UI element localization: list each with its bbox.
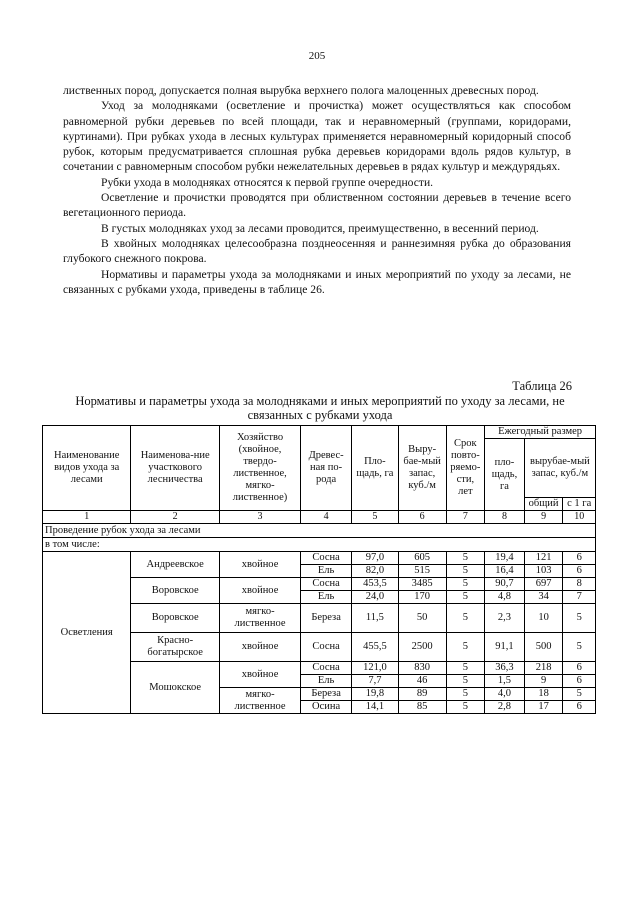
section-title: Проведение рубок ухода за лесами — [43, 524, 596, 538]
per-ha-cell: 8 — [563, 578, 596, 591]
forestry-cell: Воровское — [131, 578, 219, 604]
farm-cell: хвойное — [219, 552, 300, 578]
header-stock: Выру-бае-мый запас, куб./м — [398, 426, 446, 511]
col-number: 3 — [219, 511, 300, 524]
period-cell: 5 — [446, 662, 485, 675]
area-cell: 121,0 — [352, 662, 399, 675]
page-number: 205 — [308, 50, 326, 62]
per-ha-cell: 6 — [563, 552, 596, 565]
header-forestry: Наименова-ние участкового лесничества — [131, 426, 219, 511]
annual-stock-cell: 34 — [524, 591, 563, 604]
table-label: Таблица 26 — [512, 379, 572, 393]
stock-cell: 50 — [398, 604, 446, 633]
annual-stock-cell: 18 — [524, 688, 563, 701]
subsection-title: в том числе: — [43, 538, 596, 552]
area-cell: 97,0 — [352, 552, 399, 565]
annual-area-cell: 16,4 — [485, 565, 525, 578]
species-cell: Осина — [301, 701, 352, 714]
species-cell: Ель — [301, 565, 352, 578]
species-cell: Береза — [301, 604, 352, 633]
area-cell: 455,5 — [352, 633, 399, 662]
farm-cell: хвойное — [219, 662, 300, 688]
forestry-cell: Красно-богатырское — [131, 633, 219, 662]
paragraph: Осветление и прочистки проводятся при облиственном состоянии деревьев в течение всего вегетационного периода. — [63, 191, 571, 220]
col-number: 6 — [398, 511, 446, 524]
header-annual-stock: вырубае-мый запас, куб./м — [524, 439, 595, 498]
annual-stock-cell: 9 — [524, 675, 563, 688]
per-ha-cell: 6 — [563, 675, 596, 688]
header-per-ha: с 1 га — [563, 498, 596, 511]
forestry-cell: Воровское — [131, 604, 219, 633]
paragraph: Рубки ухода в молодняках относятся к первой группе очередности. — [101, 175, 434, 189]
period-cell: 5 — [446, 591, 485, 604]
farm-cell: хвойное — [219, 633, 300, 662]
period-cell: 5 — [446, 633, 485, 662]
col-number: 8 — [485, 511, 525, 524]
table-title: Нормативы и параметры ухода за молодняками и иных мероприятий по уходу за лесами, не связанных с рубками ухода — [75, 394, 565, 422]
stock-cell: 3485 — [398, 578, 446, 591]
stock-cell: 46 — [398, 675, 446, 688]
area-cell: 11,5 — [352, 604, 399, 633]
farm-cell: мягко-лиственное — [219, 604, 300, 633]
subsection-row — [43, 538, 596, 552]
body-text — [63, 83, 571, 297]
species-cell: Сосна — [301, 662, 352, 675]
per-ha-cell: 6 — [563, 662, 596, 675]
area-cell: 19,8 — [352, 688, 399, 701]
period-cell: 5 — [446, 604, 485, 633]
per-ha-cell: 6 — [563, 701, 596, 714]
species-cell: Ель — [301, 591, 352, 604]
annual-area-cell: 4,0 — [485, 688, 525, 701]
header-species: Древес-ная по-рода — [301, 426, 352, 511]
period-cell: 5 — [446, 565, 485, 578]
care-type-cell: Осветления — [43, 552, 131, 714]
col-number: 7 — [446, 511, 485, 524]
annual-stock-cell: 103 — [524, 565, 563, 578]
period-cell: 5 — [446, 688, 485, 701]
col-number: 1 — [43, 511, 131, 524]
col-number: 2 — [131, 511, 219, 524]
stock-cell: 515 — [398, 565, 446, 578]
annual-stock-cell: 697 — [524, 578, 563, 591]
annual-stock-cell: 500 — [524, 633, 563, 662]
species-cell: Береза — [301, 688, 352, 701]
period-cell: 5 — [446, 701, 485, 714]
annual-stock-cell: 10 — [524, 604, 563, 633]
norms-table — [42, 425, 596, 714]
per-ha-cell: 5 — [563, 633, 596, 662]
period-cell: 5 — [446, 675, 485, 688]
stock-cell: 170 — [398, 591, 446, 604]
forestry-cell: Мошокское — [131, 662, 219, 714]
header-total: общий — [524, 498, 563, 511]
per-ha-cell: 6 — [563, 565, 596, 578]
annual-area-cell: 19,4 — [485, 552, 525, 565]
annual-area-cell: 4,8 — [485, 591, 525, 604]
area-cell: 14,1 — [352, 701, 399, 714]
period-cell: 5 — [446, 578, 485, 591]
col-number: 10 — [563, 511, 596, 524]
annual-stock-cell: 218 — [524, 662, 563, 675]
area-cell: 453,5 — [352, 578, 399, 591]
period-cell: 5 — [446, 552, 485, 565]
per-ha-cell: 5 — [563, 604, 596, 633]
paragraph: В хвойных молодняках целесообразна позднеосенняя и раннезимняя рубка до образования глубокого снежного покрова. — [63, 236, 571, 266]
annual-stock-cell: 121 — [524, 552, 563, 565]
species-cell: Сосна — [301, 578, 352, 591]
paragraph: Нормативы и параметры ухода за молодняками и иных мероприятий по уходу за лесами, не связанных с рубками ухода, приведены в таблице 26. — [63, 267, 571, 296]
header-period: Срок повто-ряемо-сти, лет — [446, 426, 485, 511]
col-number: 9 — [524, 511, 563, 524]
annual-area-cell: 1,5 — [485, 675, 525, 688]
paragraph: Уход за молодняками (осветление и прочистка) может осуществляться как способом равномерной рубки деревьев по всей площади, так и неравномерный (группами, коридорами, куртинами). При рубках ухода в лесных культурах применяется неравномерный коридорный способ рубок, которым предусматривается сплошная рубка деревьев коридорами вдоль рядов культур, в сочетании с равномерным способом рубки нежелательных деревьев в рядах культур и междурядьях. — [63, 99, 571, 174]
col-number: 4 — [301, 511, 352, 524]
header-row — [43, 426, 596, 439]
annual-area-cell: 2,3 — [485, 604, 525, 633]
header-annual: Ежегодный размер — [485, 426, 596, 439]
forestry-cell: Андреевское — [131, 552, 219, 578]
annual-area-cell: 36,3 — [485, 662, 525, 675]
farm-cell: хвойное — [219, 578, 300, 604]
area-cell: 24,0 — [352, 591, 399, 604]
header-area: Пло-щадь, га — [352, 426, 399, 511]
header-annual-area: пло-щадь, га — [485, 439, 525, 511]
paragraph: лиственных пород, допускается полная вырубка верхнего полога малоценных древесных пород. — [63, 84, 539, 97]
stock-cell: 89 — [398, 688, 446, 701]
species-cell: Ель — [301, 675, 352, 688]
farm-cell: мягко-лиственное — [219, 688, 300, 714]
stock-cell: 85 — [398, 701, 446, 714]
header-farm: Хозяйство (хвойное, твердо-лиственное, мягко-лиственное) — [219, 426, 300, 511]
stock-cell: 830 — [398, 662, 446, 675]
annual-area-cell: 90,7 — [485, 578, 525, 591]
per-ha-cell: 5 — [563, 688, 596, 701]
area-cell: 82,0 — [352, 565, 399, 578]
stock-cell: 2500 — [398, 633, 446, 662]
annual-stock-cell: 17 — [524, 701, 563, 714]
section-row — [43, 524, 596, 538]
stock-cell: 605 — [398, 552, 446, 565]
col-number: 5 — [352, 511, 399, 524]
annual-area-cell: 2,8 — [485, 701, 525, 714]
header-care-type: Наименование видов ухода за лесами — [43, 426, 131, 511]
paragraph: В густых молодняках уход за лесами проводится, преимущественно, в весенний период. — [101, 221, 539, 235]
annual-area-cell: 91,1 — [485, 633, 525, 662]
area-cell: 7,7 — [352, 675, 399, 688]
species-cell: Сосна — [301, 552, 352, 565]
table-row — [43, 552, 596, 565]
column-number-row — [43, 511, 596, 524]
per-ha-cell: 7 — [563, 591, 596, 604]
species-cell: Сосна — [301, 633, 352, 662]
